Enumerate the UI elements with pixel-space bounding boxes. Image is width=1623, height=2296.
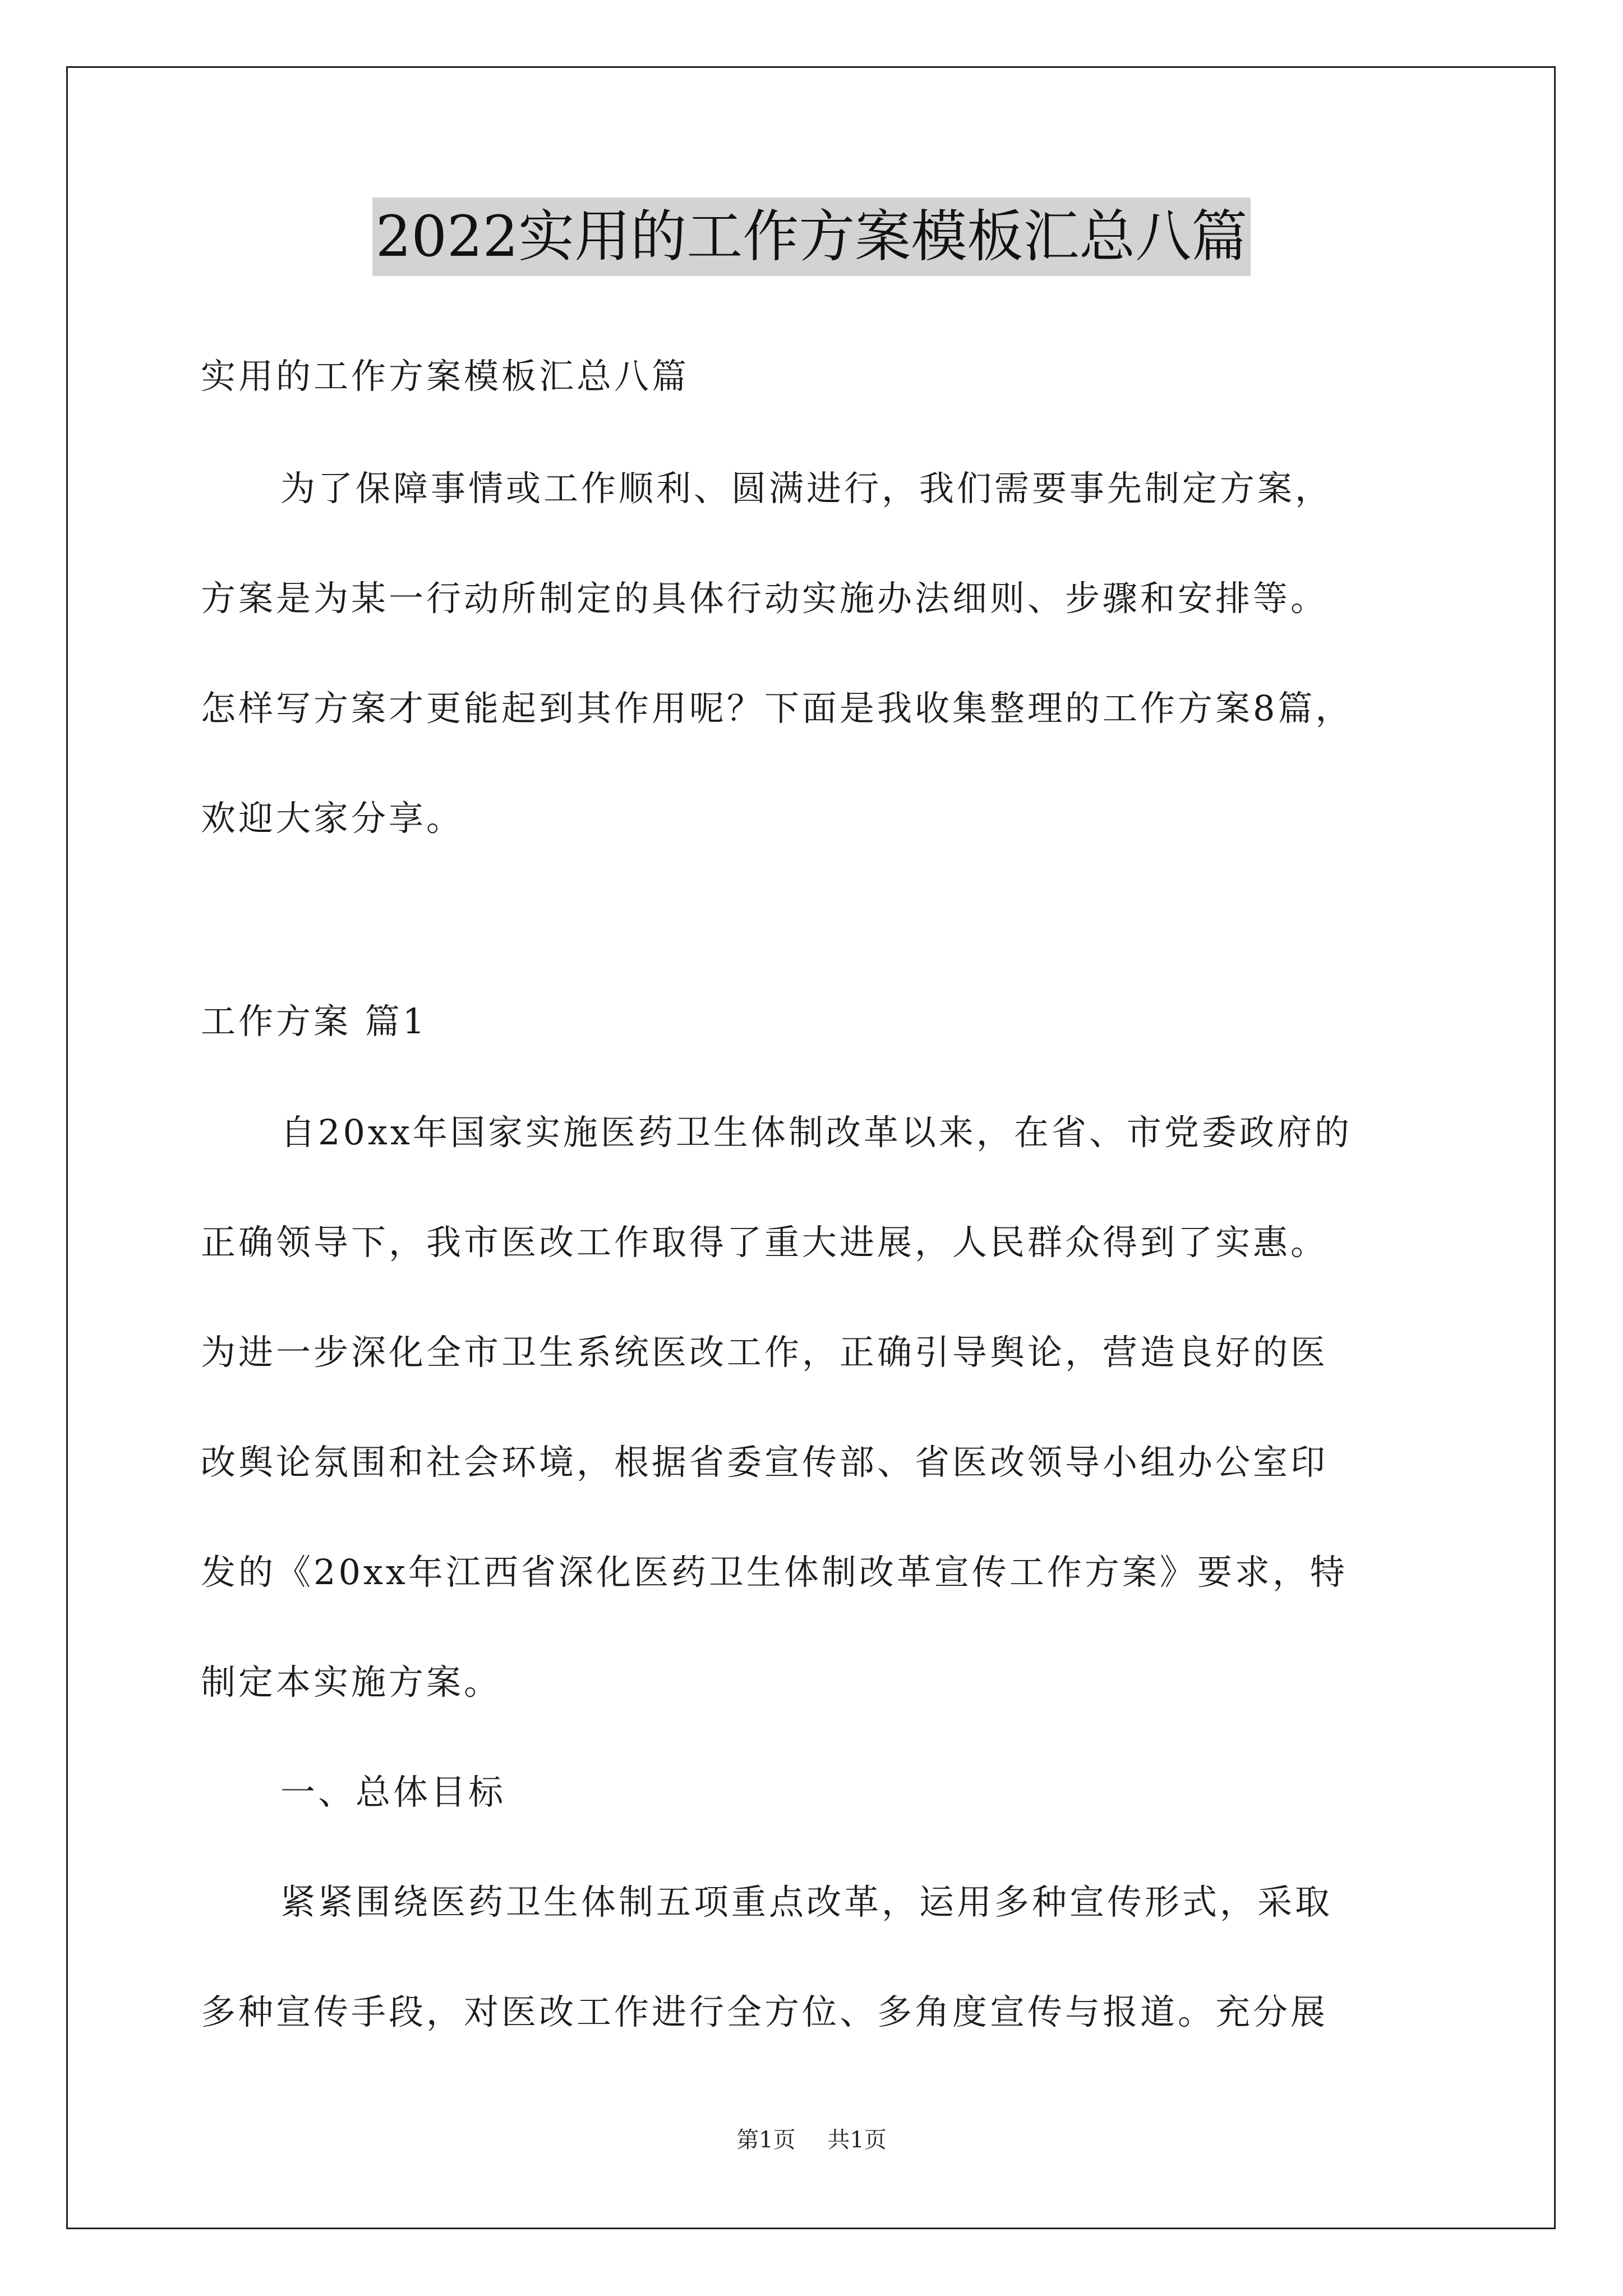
section-line: 自20xx年国家实施医药卫生体制改革以来，在省、市党委政府的 (280, 1112, 1352, 1153)
section-line: 制定本实施方案。 (201, 1662, 502, 1703)
document-subtitle: 实用的工作方案模板汇总八篇 (201, 356, 690, 397)
page-number-current: 第1页 (736, 2127, 796, 2153)
section-line: 为进一步深化全市卫生系统医改工作，正确引导舆论，营造良好的医 (201, 1332, 1329, 1373)
intro-line: 怎样写方案才更能起到其作用呢？下面是我收集整理的工作方案8篇， (201, 688, 1353, 729)
intro-line: 欢迎大家分享。 (201, 798, 464, 839)
intro-line: 为了保障事情或工作顺利、圆满进行，我们需要事先制定方案， (280, 468, 1333, 509)
section-line: 正确领导下，我市医改工作取得了重大进展，人民群众得到了实惠。 (201, 1222, 1329, 1263)
page-number-total: 共1页 (827, 2127, 887, 2153)
subheading-goal: 一、总体目标 (280, 1772, 506, 1812)
document-title: 2022实用的工作方案模板汇总八篇 (372, 197, 1251, 276)
section-line: 改舆论氛围和社会环境，根据省委宣传部、省医改领导小组办公室印 (201, 1442, 1329, 1483)
section-line: 发的《20xx年江西省深化医药卫生体制改革宣传工作方案》要求，特 (201, 1552, 1348, 1593)
page-footer (0, 2126, 1623, 2154)
goal-line: 紧紧围绕医药卫生体制五项重点改革，运用多种宣传形式，采取 (280, 1881, 1333, 1922)
title-container (0, 197, 1623, 276)
goal-line: 多种宣传手段，对医改工作进行全方位、多角度宣传与报道。充分展 (201, 1991, 1329, 2032)
intro-line: 方案是为某一行动所制定的具体行动实施办法细则、步骤和安排等。 (201, 578, 1329, 619)
section-heading: 工作方案 篇1 (201, 1001, 428, 1042)
